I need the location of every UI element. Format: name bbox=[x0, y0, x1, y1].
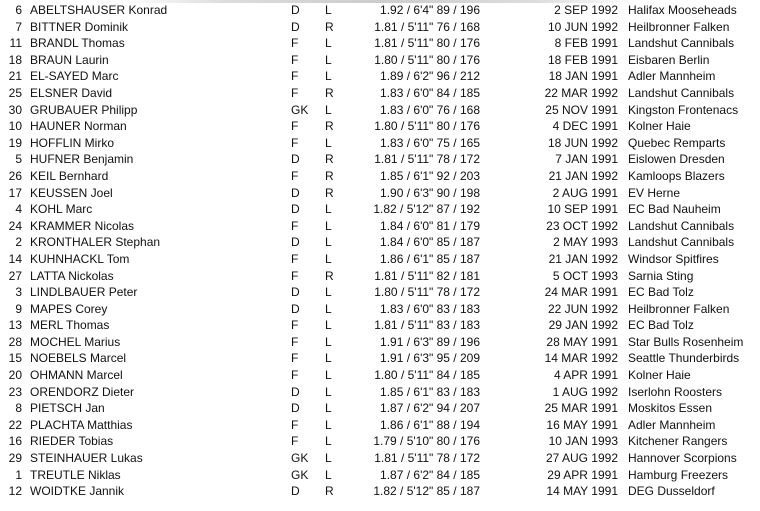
player-name: ORENDORZ Dieter bbox=[30, 384, 135, 399]
player-number: 6 bbox=[15, 3, 22, 17]
player-club: Landshut Cannibals bbox=[628, 36, 735, 51]
player-name: MOCHEL Marius bbox=[30, 334, 121, 349]
table-row bbox=[0, 135, 760, 152]
player-position: GK bbox=[291, 467, 309, 482]
player-shoots: L bbox=[325, 434, 332, 449]
player-name: ABELTSHAUSER Konrad bbox=[30, 3, 168, 17]
table-row bbox=[0, 151, 760, 168]
player-name: LATTA Nickolas bbox=[30, 268, 114, 283]
player-birthdate: 29 APR 1991 bbox=[547, 467, 618, 482]
player-position: GK bbox=[291, 451, 309, 466]
player-club: Adler Mannheim bbox=[628, 417, 716, 432]
player-position: GK bbox=[291, 102, 309, 117]
player-position: F bbox=[291, 36, 299, 51]
player-name: KUHNHACKL Tom bbox=[30, 251, 130, 266]
player-shoots: L bbox=[325, 301, 332, 316]
player-birthdate: 25 MAR 1991 bbox=[544, 401, 618, 416]
player-number: 27 bbox=[8, 268, 22, 283]
player-height-weight: 1.90 / 6'3" 90 / 198 bbox=[380, 185, 480, 200]
player-shoots: L bbox=[325, 135, 332, 150]
player-position: F bbox=[291, 168, 299, 183]
player-height-weight: 1.81 / 5'11" 82 / 181 bbox=[374, 268, 480, 283]
player-name: ELSNER David bbox=[30, 85, 113, 100]
table-row bbox=[0, 234, 760, 251]
table-row bbox=[0, 467, 760, 484]
player-birthdate: 8 FEB 1991 bbox=[554, 36, 618, 51]
player-club: EV Herne bbox=[628, 185, 681, 200]
player-shoots: L bbox=[325, 36, 332, 51]
player-shoots: L bbox=[325, 69, 332, 84]
player-birthdate: 22 MAR 1992 bbox=[544, 85, 618, 100]
player-position: F bbox=[291, 368, 299, 383]
player-name: GRUBAUER Philipp bbox=[30, 102, 138, 117]
player-height-weight: 1.80 / 5'11" 84 / 185 bbox=[374, 368, 480, 383]
player-club: Windsor Spitfires bbox=[628, 251, 719, 266]
player-club: Landshut Cannibals bbox=[628, 218, 735, 233]
table-row bbox=[0, 2, 760, 19]
player-birthdate: 10 SEP 1991 bbox=[547, 202, 618, 217]
player-club: Moskitos Essen bbox=[628, 401, 713, 416]
player-birthdate: 21 JAN 1992 bbox=[548, 251, 618, 266]
player-name: HUFNER Benjamin bbox=[30, 152, 134, 167]
player-birthdate: 14 MAY 1991 bbox=[546, 484, 618, 499]
player-number: 28 bbox=[8, 334, 22, 349]
player-position: D bbox=[291, 384, 300, 399]
player-shoots: L bbox=[325, 334, 332, 349]
player-name: WOIDTKE Jannik bbox=[30, 484, 125, 499]
player-position: D bbox=[291, 301, 300, 316]
player-position: F bbox=[291, 351, 299, 366]
player-birthdate: 4 DEC 1991 bbox=[552, 119, 618, 134]
player-name: OHMANN Marcel bbox=[30, 368, 123, 383]
player-club: Kitchener Rangers bbox=[628, 434, 728, 449]
player-height-weight: 1.82 / 5'12" 87 / 192 bbox=[373, 202, 480, 217]
player-shoots: R bbox=[325, 268, 334, 283]
player-name: KRAMMER Nicolas bbox=[30, 218, 135, 233]
table-row bbox=[0, 450, 760, 467]
player-club: Kingston Frontenacs bbox=[628, 102, 739, 117]
player-position: F bbox=[291, 119, 299, 134]
player-name: HOFFLIN Mirko bbox=[30, 135, 114, 150]
player-position: F bbox=[291, 434, 299, 449]
player-height-weight: 1.79 / 5'10" 80 / 176 bbox=[373, 434, 480, 449]
player-number: 17 bbox=[8, 185, 22, 200]
player-club: Eisbaren Berlin bbox=[628, 52, 710, 67]
player-number: 26 bbox=[8, 168, 22, 183]
player-height-weight: 1.83 / 6'0" 84 / 185 bbox=[380, 85, 480, 100]
player-birthdate: 27 AUG 1992 bbox=[545, 451, 618, 466]
player-club: Landshut Cannibals bbox=[628, 235, 735, 250]
player-number: 11 bbox=[9, 36, 22, 51]
player-birthdate: 18 JAN 1991 bbox=[548, 69, 618, 84]
player-position: D bbox=[291, 19, 300, 34]
player-number: 30 bbox=[8, 102, 22, 117]
player-birthdate: 14 MAR 1992 bbox=[544, 351, 618, 366]
player-name: HAUNER Norman bbox=[30, 119, 127, 134]
table-row bbox=[0, 334, 760, 351]
player-position: D bbox=[291, 285, 300, 300]
table-row bbox=[0, 102, 760, 119]
player-number: 14 bbox=[8, 251, 22, 266]
player-position: F bbox=[291, 52, 299, 67]
player-number: 15 bbox=[8, 351, 22, 366]
table-row bbox=[0, 417, 760, 434]
player-shoots: L bbox=[325, 351, 332, 366]
player-club: Sarnia Sting bbox=[628, 268, 694, 283]
table-row bbox=[0, 35, 760, 52]
player-position: D bbox=[291, 235, 300, 250]
player-height-weight: 1.83 / 6'0" 75 / 165 bbox=[380, 135, 480, 150]
table-row bbox=[0, 68, 760, 85]
player-height-weight: 1.86 / 6'1" 88 / 194 bbox=[380, 417, 480, 432]
player-club: Kolner Haie bbox=[628, 119, 691, 134]
player-birthdate: 1 AUG 1992 bbox=[552, 384, 618, 399]
player-number: 1 bbox=[15, 467, 22, 482]
player-birthdate: 2 AUG 1991 bbox=[552, 185, 618, 200]
player-name: BRANDL Thomas bbox=[30, 36, 125, 51]
player-number: 24 bbox=[8, 218, 22, 233]
player-position: F bbox=[291, 268, 299, 283]
player-position: F bbox=[291, 417, 299, 432]
player-name: MERL Thomas bbox=[30, 318, 110, 333]
player-birthdate: 24 MAR 1991 bbox=[544, 285, 618, 300]
player-shoots: L bbox=[325, 401, 332, 416]
player-height-weight: 1.85 / 6'1" 92 / 203 bbox=[380, 168, 480, 183]
table-row bbox=[0, 19, 760, 36]
player-number: 5 bbox=[15, 152, 22, 167]
player-shoots: L bbox=[325, 102, 332, 117]
player-number: 9 bbox=[15, 301, 22, 316]
roster-table bbox=[0, 2, 760, 500]
player-club: Heilbronner Falken bbox=[628, 301, 730, 316]
table-row bbox=[0, 483, 760, 500]
player-height-weight: 1.85 / 6'1" 83 / 183 bbox=[380, 384, 480, 399]
player-number: 8 bbox=[15, 401, 22, 416]
player-number: 2 bbox=[15, 235, 22, 250]
player-shoots: L bbox=[325, 318, 332, 333]
player-number: 7 bbox=[15, 19, 22, 34]
player-height-weight: 1.91 / 6'3" 89 / 196 bbox=[380, 334, 480, 349]
player-shoots: L bbox=[325, 202, 332, 217]
player-shoots: L bbox=[325, 467, 332, 482]
player-height-weight: 1.92 / 6'4" 89 / 196 bbox=[380, 3, 480, 17]
player-height-weight: 1.81 / 5'11" 78 / 172 bbox=[374, 451, 480, 466]
table-row bbox=[0, 118, 760, 135]
table-row bbox=[0, 201, 760, 218]
player-shoots: R bbox=[325, 185, 334, 200]
player-shoots: R bbox=[325, 484, 334, 499]
table-row bbox=[0, 168, 760, 185]
player-number: 12 bbox=[8, 484, 22, 499]
player-shoots: L bbox=[325, 451, 332, 466]
player-birthdate: 5 OCT 1993 bbox=[552, 268, 618, 283]
table-row bbox=[0, 284, 760, 301]
player-height-weight: 1.83 / 6'0" 76 / 168 bbox=[380, 102, 480, 117]
player-name: STEINHAUER Lukas bbox=[30, 451, 143, 466]
player-number: 22 bbox=[8, 417, 22, 432]
table-row bbox=[0, 384, 760, 401]
player-club: EC Bad Tolz bbox=[628, 285, 694, 300]
player-number: 25 bbox=[8, 85, 22, 100]
player-number: 29 bbox=[8, 451, 22, 466]
player-club: Halifax Mooseheads bbox=[628, 3, 737, 17]
player-name: KRONTHALER Stephan bbox=[30, 235, 161, 250]
player-position: D bbox=[291, 401, 300, 416]
player-shoots: R bbox=[325, 119, 334, 134]
player-height-weight: 1.83 / 6'0" 83 / 183 bbox=[380, 301, 480, 316]
player-shoots: L bbox=[325, 384, 332, 399]
player-name: BITTNER Dominik bbox=[30, 19, 129, 34]
table-row bbox=[0, 251, 760, 268]
player-position: F bbox=[291, 251, 299, 266]
player-club: Hannover Scorpions bbox=[628, 451, 737, 466]
player-shoots: L bbox=[325, 3, 332, 17]
player-position: F bbox=[291, 218, 299, 233]
player-number: 13 bbox=[8, 318, 22, 333]
player-height-weight: 1.80 / 5'11" 78 / 172 bbox=[374, 285, 480, 300]
player-birthdate: 7 JAN 1991 bbox=[555, 152, 618, 167]
player-shoots: L bbox=[325, 251, 332, 266]
player-birthdate: 21 JAN 1992 bbox=[548, 168, 618, 183]
player-name: BRAUN Laurin bbox=[30, 52, 109, 67]
player-name: PLACHTA Matthias bbox=[30, 417, 133, 432]
player-number: 19 bbox=[8, 135, 22, 150]
player-club: Kolner Haie bbox=[628, 368, 691, 383]
player-shoots: L bbox=[325, 235, 332, 250]
player-club: Adler Mannheim bbox=[628, 69, 716, 84]
player-club: Iserlohn Roosters bbox=[628, 384, 723, 399]
player-position: F bbox=[291, 318, 299, 333]
player-name: TREUTLE Niklas bbox=[30, 467, 121, 482]
table-row bbox=[0, 350, 760, 367]
player-club: DEG Dusseldorf bbox=[628, 484, 715, 499]
player-position: F bbox=[291, 69, 299, 84]
player-birthdate: 10 JUN 1992 bbox=[547, 19, 618, 34]
player-name: KOHL Marc bbox=[30, 202, 93, 217]
player-height-weight: 1.80 / 5'11" 80 / 176 bbox=[374, 52, 480, 67]
player-shoots: R bbox=[325, 85, 334, 100]
player-club: Kamloops Blazers bbox=[628, 168, 725, 183]
player-height-weight: 1.87 / 6'2" 84 / 185 bbox=[380, 467, 480, 482]
player-birthdate: 16 MAY 1991 bbox=[546, 417, 618, 432]
player-birthdate: 25 NOV 1991 bbox=[545, 102, 618, 117]
player-birthdate: 2 SEP 1992 bbox=[554, 3, 618, 17]
player-birthdate: 22 JUN 1992 bbox=[547, 301, 618, 316]
player-birthdate: 29 JAN 1992 bbox=[548, 318, 618, 333]
player-name: KEUSSEN Joel bbox=[30, 185, 113, 200]
player-shoots: R bbox=[325, 168, 334, 183]
player-club: Landshut Cannibals bbox=[628, 85, 735, 100]
player-height-weight: 1.84 / 6'0" 85 / 187 bbox=[380, 235, 480, 250]
player-birthdate: 10 JAN 1993 bbox=[548, 434, 618, 449]
player-number: 18 bbox=[8, 52, 22, 67]
player-height-weight: 1.82 / 5'12" 85 / 187 bbox=[373, 484, 480, 499]
player-number: 10 bbox=[8, 119, 22, 134]
player-height-weight: 1.80 / 5'11" 80 / 176 bbox=[374, 119, 480, 134]
player-position: D bbox=[291, 484, 300, 499]
player-position: F bbox=[291, 85, 299, 100]
player-club: Eislowen Dresden bbox=[628, 152, 725, 167]
player-club: EC Bad Nauheim bbox=[628, 202, 721, 217]
player-height-weight: 1.86 / 6'1" 85 / 187 bbox=[380, 251, 480, 266]
player-position: D bbox=[291, 185, 300, 200]
player-position: D bbox=[291, 202, 300, 217]
table-row bbox=[0, 85, 760, 102]
player-club: Seattle Thunderbirds bbox=[628, 351, 740, 366]
player-number: 20 bbox=[8, 368, 22, 383]
player-shoots: L bbox=[325, 218, 332, 233]
player-shoots: L bbox=[325, 285, 332, 300]
player-number: 23 bbox=[8, 384, 22, 399]
player-height-weight: 1.81 / 5'11" 83 / 183 bbox=[374, 318, 480, 333]
player-position: F bbox=[291, 135, 299, 150]
player-club: Heilbronner Falken bbox=[628, 19, 730, 34]
player-club: Star Bulls Rosenheim bbox=[628, 334, 744, 349]
player-position: D bbox=[291, 3, 300, 17]
player-name: KEIL Bernhard bbox=[30, 168, 109, 183]
table-row bbox=[0, 317, 760, 334]
table-row bbox=[0, 185, 760, 202]
player-shoots: R bbox=[325, 19, 334, 34]
player-birthdate: 18 JUN 1992 bbox=[547, 135, 618, 150]
table-row bbox=[0, 301, 760, 318]
player-name: EL-SAYED Marc bbox=[30, 69, 119, 84]
player-height-weight: 1.84 / 6'0" 81 / 179 bbox=[380, 218, 480, 233]
player-height-weight: 1.91 / 6'3" 95 / 209 bbox=[380, 351, 480, 366]
player-shoots: L bbox=[325, 52, 332, 67]
player-club: EC Bad Tolz bbox=[628, 318, 694, 333]
table-row bbox=[0, 268, 760, 285]
player-club: Quebec Remparts bbox=[628, 135, 726, 150]
player-shoots: L bbox=[325, 417, 332, 432]
player-name: RIEDER Tobias bbox=[30, 434, 114, 449]
player-height-weight: 1.81 / 5'11" 76 / 168 bbox=[374, 19, 480, 34]
player-name: MAPES Corey bbox=[30, 301, 108, 316]
player-number: 16 bbox=[8, 434, 22, 449]
player-birthdate: 23 OCT 1992 bbox=[546, 218, 618, 233]
table-row bbox=[0, 52, 760, 69]
player-shoots: L bbox=[325, 368, 332, 383]
player-height-weight: 1.81 / 5'11" 78 / 172 bbox=[374, 152, 480, 167]
player-height-weight: 1.81 / 5'11" 80 / 176 bbox=[374, 36, 480, 51]
player-number: 4 bbox=[15, 202, 22, 217]
table-row bbox=[0, 433, 760, 450]
player-name: NOEBELS Marcel bbox=[30, 351, 127, 366]
table-row bbox=[0, 400, 760, 417]
player-birthdate: 28 MAY 1991 bbox=[546, 334, 618, 349]
player-name: LINDLBAUER Peter bbox=[30, 285, 138, 300]
player-birthdate: 18 FEB 1991 bbox=[547, 52, 618, 67]
player-shoots: R bbox=[325, 152, 334, 167]
player-club: Hamburg Freezers bbox=[628, 467, 729, 482]
table-row bbox=[0, 218, 760, 235]
player-number: 21 bbox=[8, 69, 22, 84]
player-position: D bbox=[291, 152, 300, 167]
player-name: PIETSCH Jan bbox=[30, 401, 105, 416]
player-position: F bbox=[291, 334, 299, 349]
player-number: 3 bbox=[15, 285, 22, 300]
player-birthdate: 2 MAY 1993 bbox=[553, 235, 618, 250]
player-height-weight: 1.89 / 6'2" 96 / 212 bbox=[380, 69, 480, 84]
player-height-weight: 1.87 / 6'2" 94 / 207 bbox=[380, 401, 480, 416]
table-row bbox=[0, 367, 760, 384]
player-birthdate: 4 APR 1991 bbox=[553, 368, 618, 383]
